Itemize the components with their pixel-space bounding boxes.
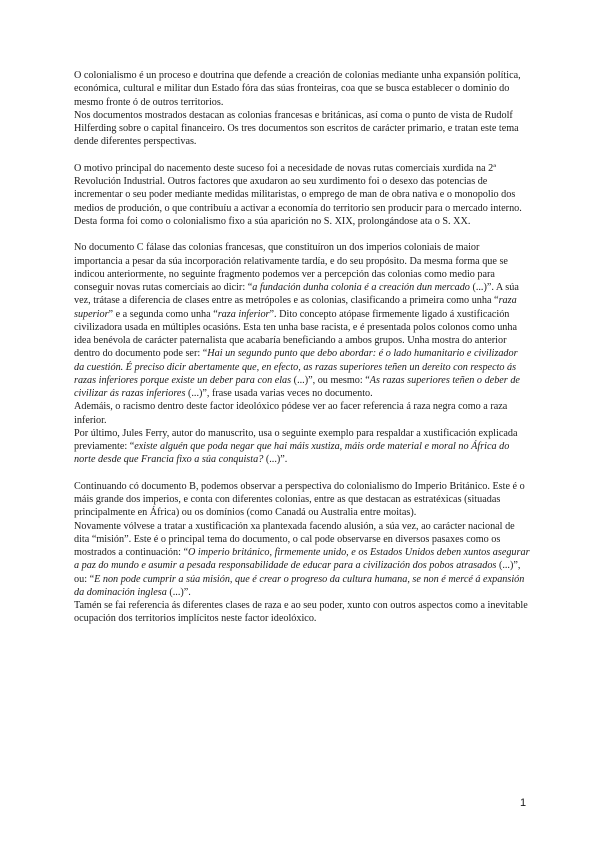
- page-number: 1: [520, 797, 527, 809]
- quote: raza superior: [74, 295, 517, 320]
- paragraph-gap: [74, 149, 530, 162]
- quote: O imperio británico, firmemente unido, e os Estados Unidos deben xuntos asegurar a paz do mundo e asumir a pesada responsabilidade de educar para a civilización dos pobos atrasados: [74, 547, 530, 572]
- paragraph-mission: Novamente vólvese a tratar a xustificación xa plantexada facendo alusión, a súa vez, ao carácter nacional de dita “misión”. Este é o principal tema do documento, o cal pode observarse en diversos pasaxes como os mostrados a continuación: “O imperio británico, firmemente unido, e os Estados Unidos deben xuntos asegurar a paz do mundo e asumir a pesada responsabilidade de educar para a civilización dos pobos atrasados (...)”, ou: “E non pode cumprir a súa misión, que é crear o progreso da cultura humana, se non é mercé á expansión da dominación inglesa (...)”.: [74, 520, 530, 598]
- paragraph-jules-ferry: Por último, Jules Ferry, autor do manuscrito, usa o seguinte exemplo para respaldar a xustificación explicada previamente: “existe alguén que poda negar que hai máis xustiza, máis orde material e moral no África do norte desde que Francia fixo a súa conquista? (...)”.: [74, 427, 518, 466]
- paragraph-document-c: No documento C fálase das colonias francesas, que constituíron un dos imperios coloniais de maior importancia a pesar da súa incorporación relativamente tardía, e do seu propósito. Da mesma forma que se indicou anteriormente, no seguinte fragmento podemos ver a percepción das colonias como medio para conseguir novas rutas comerciais ao dicir: “a fundación dunha colonia é a creación dun mercado (...)”. A súa vez, trátase a diferencia de clases entre as metrópoles e as colonias, clasificando a primeira como unha “raza superior” e a segunda como unha “raza inferior”. Dito concepto atópase firmemente ligado á xustificación civilizadora usada en múltiples ocasións. Esta ten unha base racista, e é presentada polos colonos como unha idea benévola de carácter paternalista que acabaría beneficiando a ambos grupos. Unha mostra do anterior dentro do documento pode ser: “Hai un segundo punto que debo abordar: é o lado humanitario e civilizador da cuestión. É preciso dicir abertamente que, en efecto, as razas superiores teñen un dereito con respecto ás razas inferiores porque existe un deber para con elas (...)”, ou mesmo: “As razas superiores teñen o deber de civilizar ás razas inferiores (...)”, frase usada varias veces no documento.: [74, 242, 520, 399]
- quote: As razas superiores teñen o deber de civilizar ás razas inferiores: [74, 374, 520, 399]
- paragraph-document-b: Continuando có documento B, podemos observar a perspectiva do colonialismo do Imperio Británico. Este é o máis grande dos imperios, e conta con diferentes colonias, entre as que destacan as estratéxicas (situadas principalmente en África) ou os domínios (como Canadá ou Australia entre moitas).: [74, 480, 525, 519]
- quote: raza inferior: [217, 308, 270, 320]
- quote: E non pode cumprir a súa misión, que é crear o progreso da cultura humana, se non é mercé á expansión da dominación inglesa: [74, 573, 525, 598]
- paragraph-gap: [74, 467, 530, 480]
- paragraph-racism: Ademáis, o racismo dentro deste factor ideolóxico pódese ver ao facer referencia á raza negra como a raza inferior.: [74, 401, 508, 426]
- quote: a fundación dunha colonia é a creación dun mercado: [252, 282, 470, 293]
- paragraph-origins: O motivo principal do nacemento deste suceso foi a necesidade de novas rutas comerciais xurdida na 2ª Revolución Industrial. Outros factores que axudaron ao seu xurdimento foi o desexo das potencias de incrementar o seu poder mediante medidas militaristas, o emprego de man de obra nativa e o monopolio dos medios de produción, o que contribuíu a activar a economía do territorio sen producir para o mercado interno. Desta forma foi como o colonialismo fixo a súa aparición no S. XIX, prolongándose ata o S. XX.: [74, 162, 522, 227]
- quote: Hai un segundo punto que debo abordar: é o lado humanitario e civilizador da cuestión. É preciso dicir abertamente que, en efecto, as razas superiores teñen un dereito con respecto ás razas inferiores porque existe un deber para con elas: [74, 348, 518, 386]
- paragraph-documents-overview: Nos documentos mostrados destacan as colonias francesas e británicas, así coma o punto de vista de Rudolf Hilferding sobre o capital financeiro. Os tres documentos son escritos de carácter primario, e tratan este tema dende diferentes perspectivas.: [74, 109, 519, 148]
- document-body: [74, 69, 530, 626]
- paragraph-gap: [74, 228, 530, 241]
- paragraph-definition: O colonialismo é un proceso e doutrina que defende a creación de colonias mediante unha expansión política, económica, cultural e militar dun Estado fóra das súas fronteiras, coa que se busca establecer o dominio do mesmo fronte ó de outros territorios.: [74, 70, 521, 108]
- quote: existe alguén que poda negar que hai máis xustiza, máis orde material e moral no África do norte desde que Francia fixo a súa conquista?: [74, 441, 510, 466]
- paragraph-conclusion: Tamén se fai referencia ás diferentes clases de raza e ao seu poder, xunto con outros aspectos como a inevitable ocupación dos territorios implícitos neste factor ideolóxico.: [74, 600, 528, 625]
